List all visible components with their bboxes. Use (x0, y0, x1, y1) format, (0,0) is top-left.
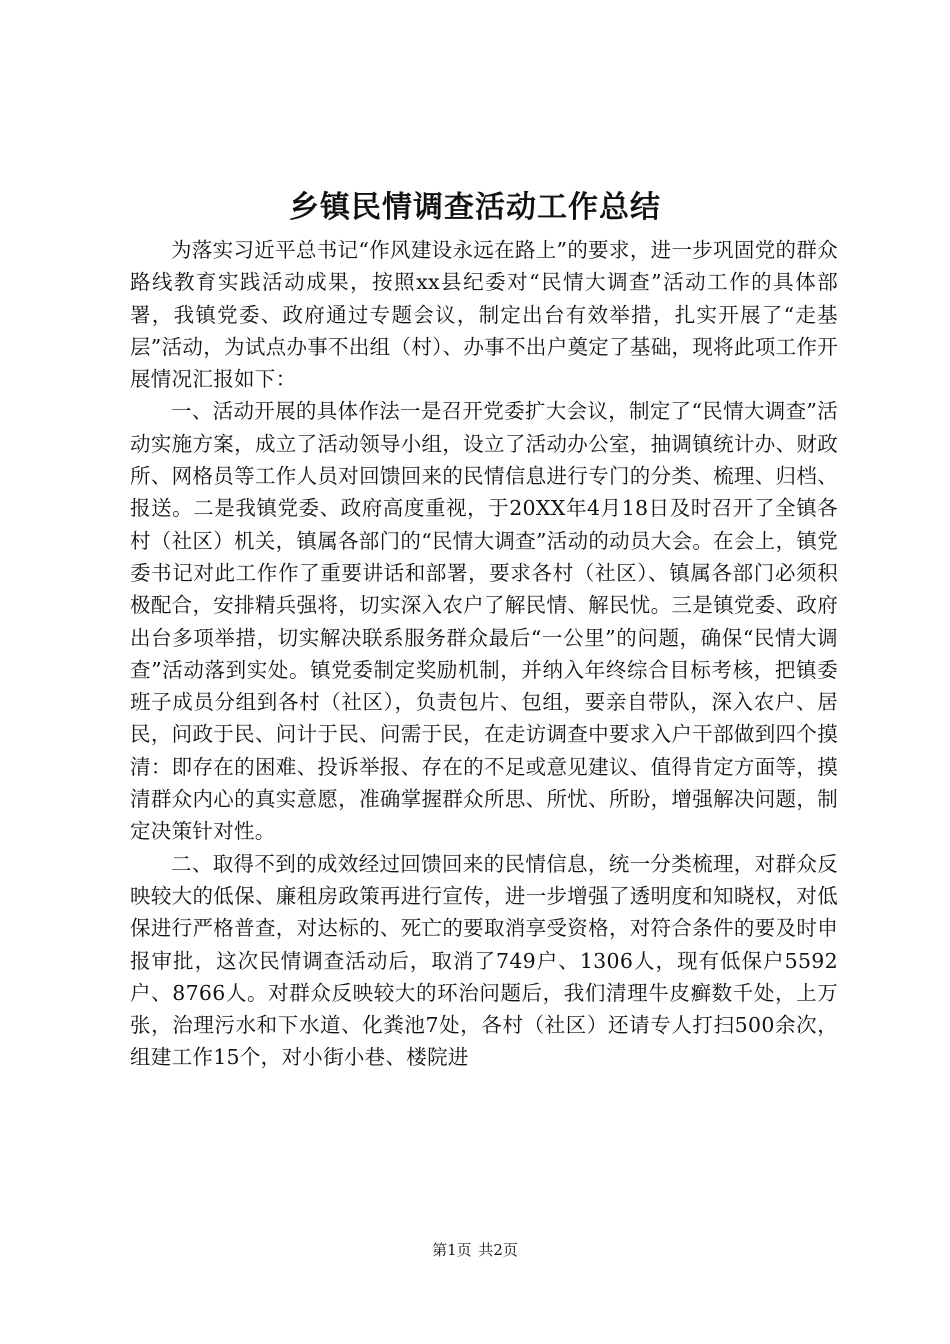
document-body (130, 234, 838, 1074)
paragraph-intro: 为落实习近平总书记“作风建设永远在路上”的要求，进一步巩固党的群众路线教育实践活动成果，按照xx县纪委对“民情大调查”活动工作的具体部署，我镇党委、政府通过专题会议，制定出台有效举措，扎实开展了“走基层”活动，为试点办事不出组（村）、办事不出户奠定了基础，现将此项工作开展情况汇报如下： (130, 238, 838, 392)
page-total: 共2页 (478, 1241, 518, 1259)
document-title: 乡镇民情调查活动工作总结 (289, 190, 661, 225)
paragraph-section-one: 一、活动开展的具体作法一是召开党委扩大会议，制定了“民情大调查”活动实施方案，成立了活动领导小组，设立了活动办公室，抽调镇统计办、财政所、网格员等工作人员对回馈回来的民情信息进行专门的分类、梳理、归档、报送。二是我镇党委、政府高度重视，于20XX年4月18日及时召开了全镇各村（社区）机关，镇属各部门的“民情大调查”活动的动员大会。在会上，镇党委书记对此工作作了重要讲话和部署，要求各村（社区）、镇属各部门必须积极配合，安排精兵强将，切实深入农户了解民情、解民忧。三是镇党委、政府出台多项举措，切实解决联系服务群众最后“一公里”的问题，确保“民情大调查”活动落到实处。镇党委制定奖励机制，并纳入年终综合目标考核，把镇委班子成员分组到各村（社区），负责包片、包组，要亲自带队，深入农户、居民，问政于民、问计于民、问需于民，在走访调查中要求入户干部做到四个摸清：即存在的困难、投诉举报、存在的不足或意见建议、值得肯定方面等，摸清群众内心的真实意愿，准确掌握群众所思、所忧、所盼，增强解决问题，制定决策针对性。 (130, 399, 838, 844)
page-footer (0, 1240, 950, 1260)
page-number: 第1页 (432, 1241, 472, 1259)
paragraph-section-two: 二、取得不到的成效经过回馈回来的民情信息，统一分类梳理，对群众反映较大的低保、廉租房政策再进行宣传，进一步增强了透明度和知晓权，对低保进行严格普查，对达标的、死亡的要取消享受资格，对符合条件的要及时申报审批，这次民情调查活动后，取消了749户、1306人，现有低保户5592户、8766人。对群众反映较大的环治问题后，我们清理牛皮癣数千处，上万张，治理污水和下水道、化粪池7处，各村（社区）还请专人打扫500余次，组建工作15个，对小街小巷、楼院进 (130, 851, 838, 1070)
